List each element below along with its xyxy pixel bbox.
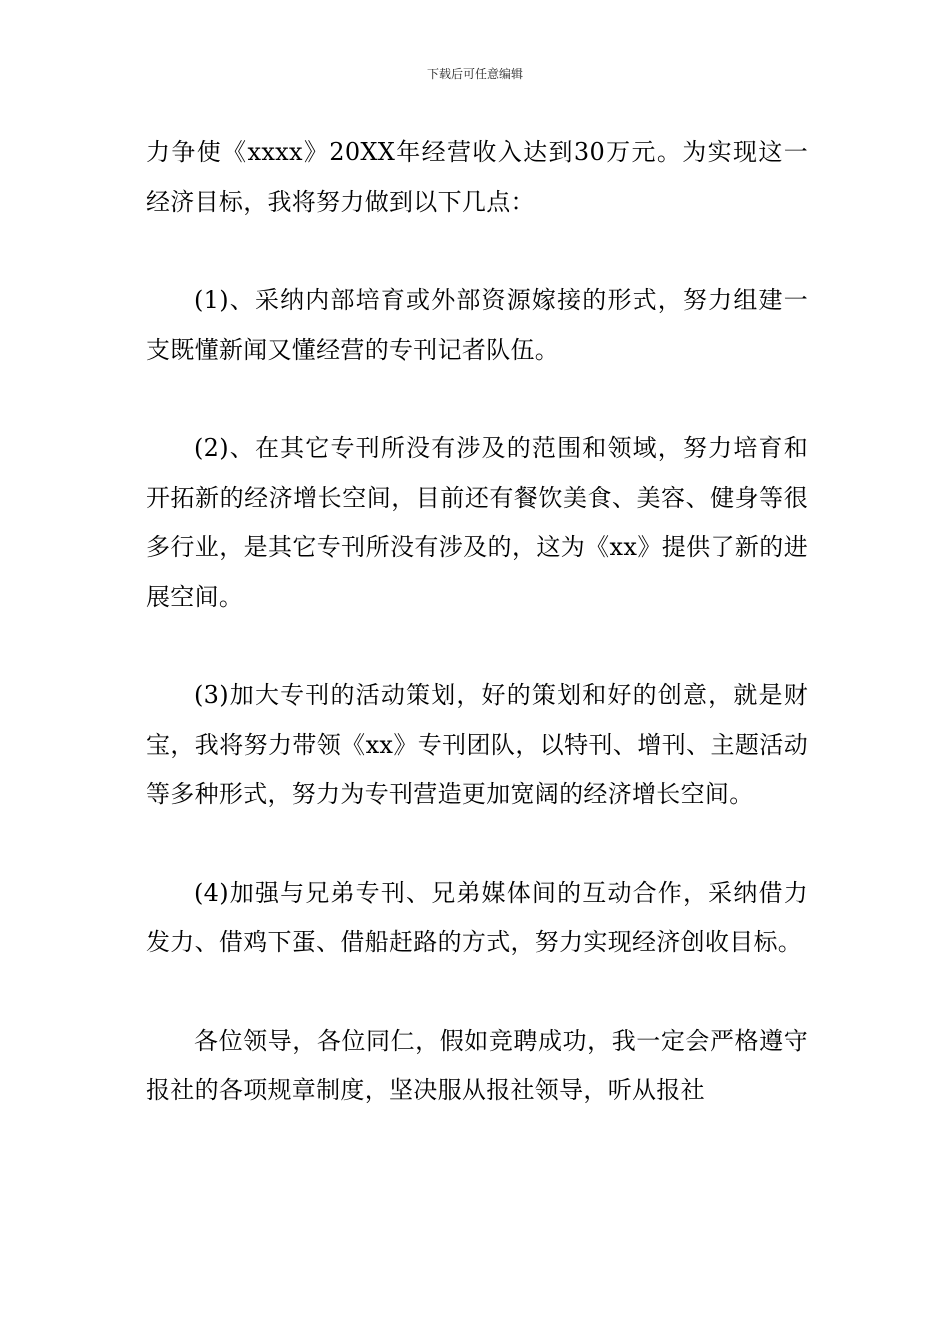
paragraph-point-4: (4)加强与兄弟专刊、兄弟媒体间的互动合作，采纳借力发力、借鸡下蛋、借船赶路的方式，努力实现经济创收目标。 <box>146 878 808 956</box>
page-header-note: 下载后可任意编辑 <box>426 67 523 81</box>
paragraph-revenue-goal: 力争使《xxxx》20XX年经营收入达到30万元。为实现这一经济目标，我将努力做到以下几点： <box>146 138 808 216</box>
paragraph-point-1: (1)、采纳内部培育或外部资源嫁接的形式，努力组建一支既懂新闻又懂经营的专刊记者队伍。 <box>146 286 808 364</box>
paragraph-point-2: (2)、在其它专刊所没有涉及的范围和领域，努力培育和开拓新的经济增长空间，目前还有餐饮美食、美容、健身等很多行业，是其它专刊所没有涉及的，这为《xx》提供了新的进展空间。 <box>146 434 808 611</box>
document-body <box>146 128 808 1165</box>
paragraph-point-3: (3)加大专刊的活动策划，好的策划和好的创意，就是财宝，我将努力带领《xx》专刊团队，以特刊、增刊、主题活动等多种形式，努力为专刊营造更加宽阔的经济增长空间。 <box>146 681 808 808</box>
paragraph-closing: 各位领导，各位同仁，假如竞聘成功，我一定会严格遵守报社的各项规章制度，坚决服从报社领导，听从报社 <box>146 1026 808 1104</box>
